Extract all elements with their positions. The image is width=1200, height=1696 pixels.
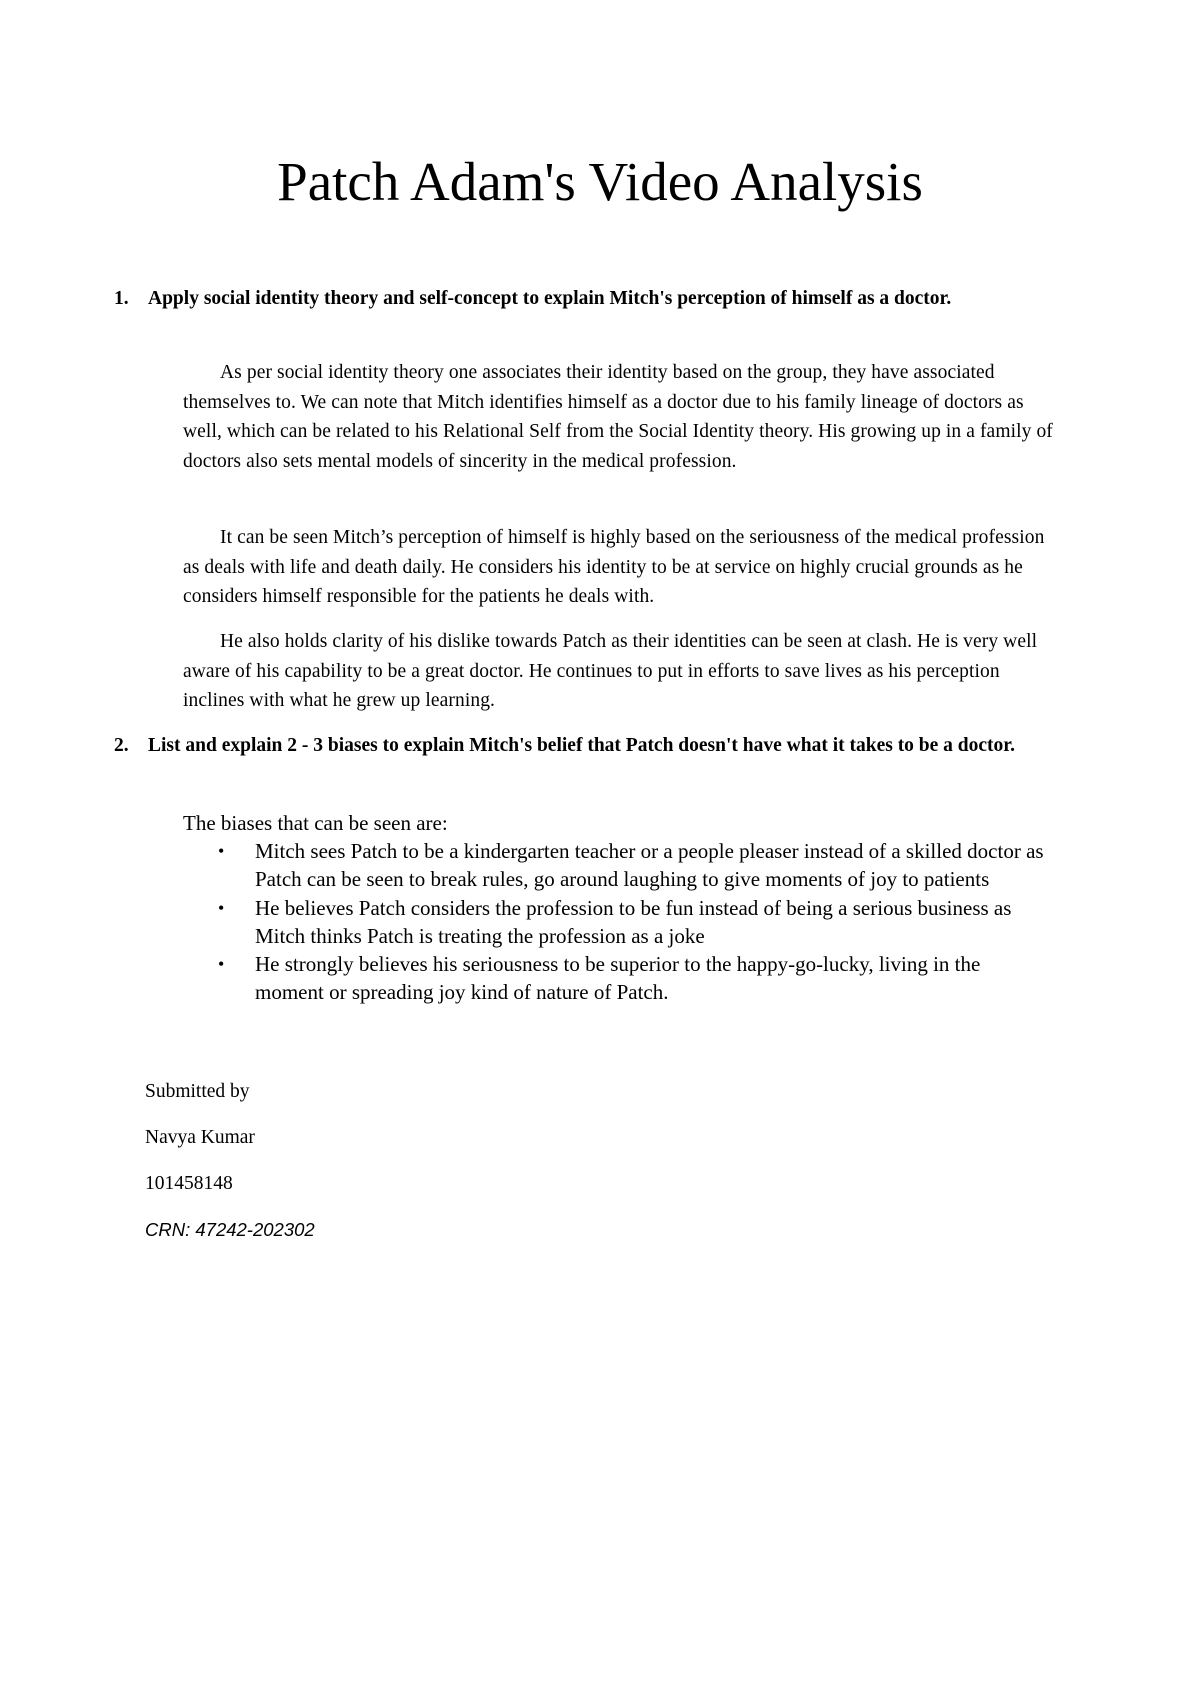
list-item-text: He strongly believes his seriousness to be superior to the happy-go-lucky, living in the moment or spreading joy kind of nature of Patch. (255, 952, 981, 1005)
list-item (183, 950, 1053, 1007)
student-id: 101458148 (145, 1173, 233, 1194)
question-2 (114, 731, 1068, 761)
submitted-by-label: Submitted by (145, 1081, 250, 1102)
answer-2-intro: The biases that can be seen are: (183, 811, 448, 835)
answer-1-paragraph-2: It can be seen Mitch’s perception of himself is highly based on the seriousness of the medical profession as deals with life and death daily. He considers his identity to be at service on highly crucial grounds as he considers himself responsible for the patients he deals with. (183, 527, 1045, 608)
list-item-text: He believes Patch considers the profession to be fun instead of being a serious business as Mitch thinks Patch is treating the profession as a joke (255, 895, 1012, 948)
bullet-icon: • (218, 954, 225, 975)
crn-number: CRN: 47242-202302 (145, 1219, 315, 1240)
list-item-text: Mitch sees Patch to be a kindergarten teacher or a people pleaser instead of a skilled doctor as Patch can be seen to break rules, go around laughing to give moments of joy to patients (255, 839, 1044, 892)
question-1-text: Apply social identity theory and self-concept to explain Mitch's perception of himself as a doctor. (148, 288, 952, 309)
author-name: Navya Kumar (145, 1127, 255, 1148)
answer-1-paragraph-3: He also holds clarity of his dislike towards Patch as their identities can be seen at clash. He is very well aware of his capability to be a great doctor. He continues to put in efforts to save lives as his perception inclines with what he grew up learning. (183, 631, 1038, 712)
question-2-number: 2. (114, 735, 129, 756)
question-1 (114, 284, 1068, 314)
question-2-text: List and explain 2 - 3 biases to explain Mitch's belief that Patch doesn't have what it takes to be a doctor. (148, 735, 1016, 756)
bias-list (183, 837, 1053, 1007)
answer-1-paragraph-1: As per social identity theory one associates their identity based on the group, they have associated themselves to. We can note that Mitch identifies himself as a doctor due to his family lineage of doctors as well, which can be related to his Relational Self from the Social Identity theory. His growing up in a family of doctors also sets mental models of sincerity in the medical profession. (183, 362, 1053, 472)
bullet-icon: • (218, 841, 225, 861)
document-title: Patch Adam's Video Analysis (277, 151, 923, 212)
list-item (183, 894, 1053, 951)
list-item (183, 837, 1053, 894)
question-1-number: 1. (114, 288, 129, 309)
bullet-icon: • (218, 897, 225, 918)
